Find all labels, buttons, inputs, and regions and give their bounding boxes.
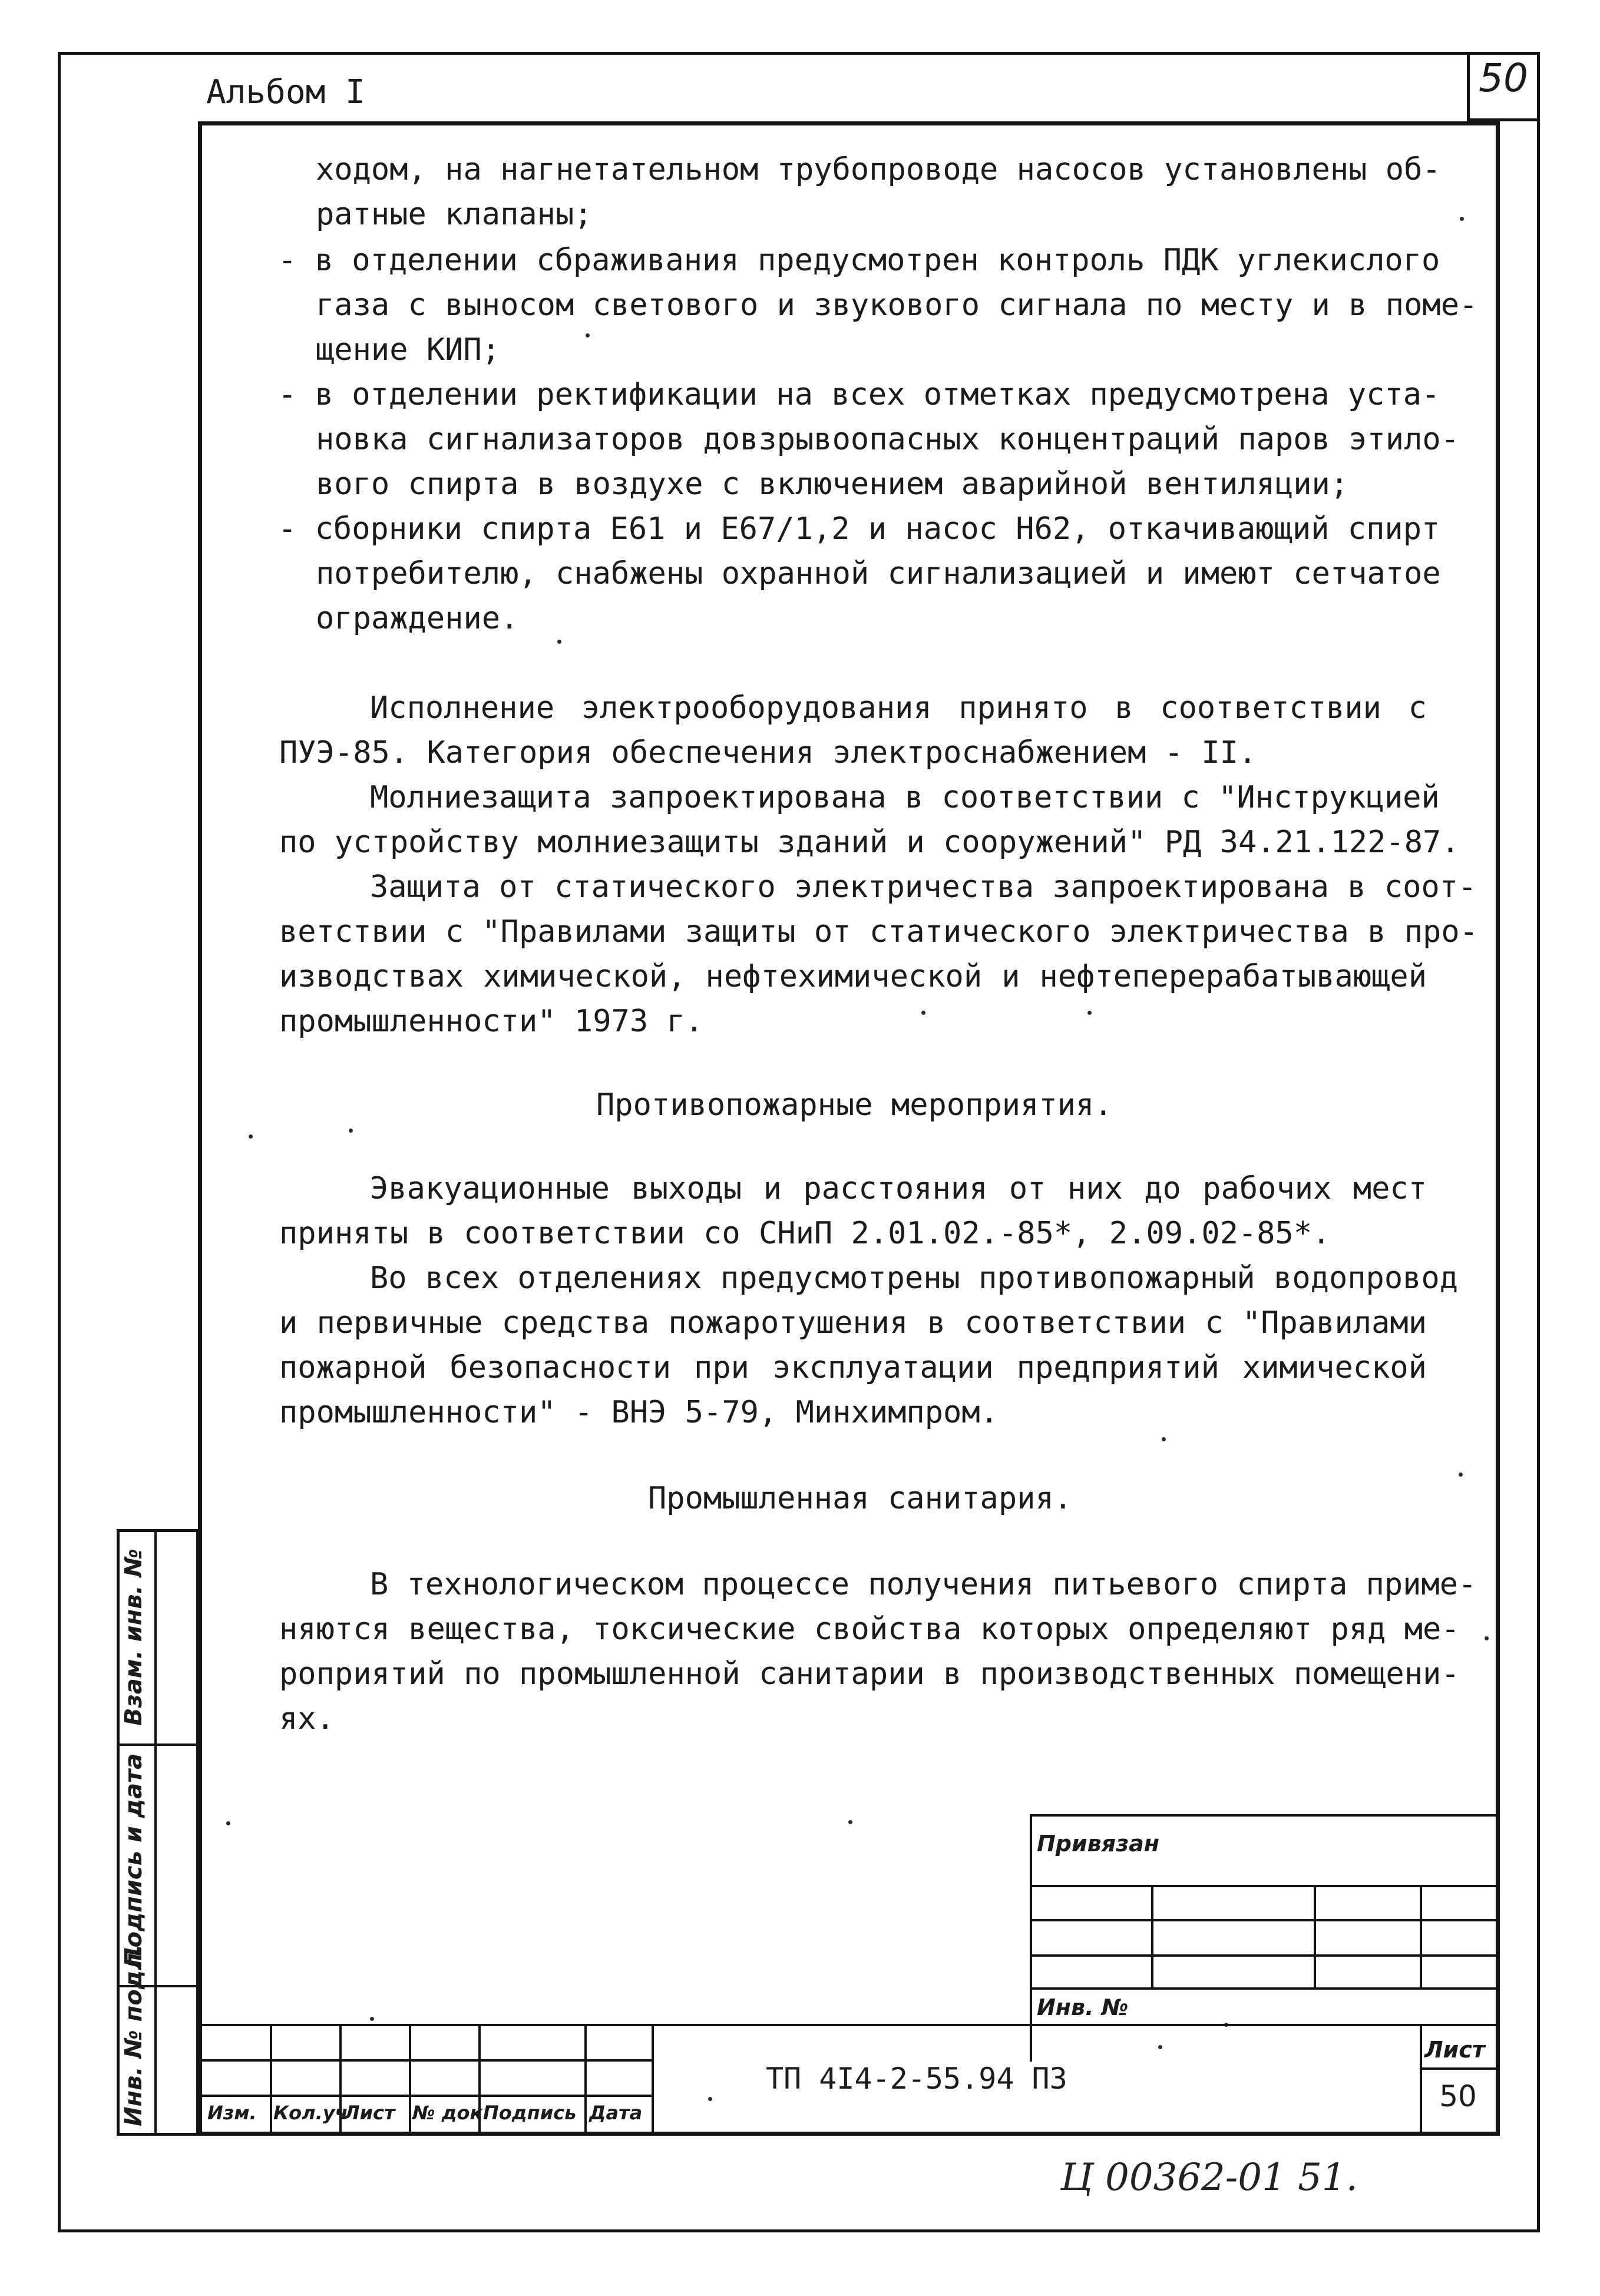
album-label: Альбом I bbox=[206, 73, 365, 111]
speck bbox=[557, 640, 561, 644]
speck bbox=[1485, 1636, 1489, 1640]
bullet-line: потребителю, снабжены охранной сигнализацией и имеют сетчатое bbox=[316, 556, 1441, 591]
sheet-label: Лист bbox=[1424, 2037, 1485, 2063]
text-line: ратные клапаны; bbox=[316, 197, 593, 232]
col-doc-no: № док. bbox=[412, 2102, 490, 2124]
bullet-line: газа с выносом светового и звукового сигнала по месту и в поме- bbox=[316, 287, 1478, 323]
speck bbox=[586, 333, 590, 338]
strip-label-inv-orig: Инв. № подл. bbox=[120, 1944, 147, 2126]
document-code: ТП 4I4-2-55.94 ПЗ bbox=[766, 2062, 1067, 2096]
paragraph-line: промышленности" 1973 г. bbox=[279, 1004, 704, 1039]
col-count: Кол.уч bbox=[273, 2102, 348, 2124]
speck bbox=[708, 2097, 712, 2101]
speck bbox=[1460, 217, 1464, 221]
bound-box-col bbox=[1420, 1885, 1422, 1989]
speck bbox=[370, 2017, 374, 2021]
section-heading: Противопожарные мероприятия. bbox=[596, 1087, 1113, 1123]
paragraph-line: приняты в соответствии со СНиП 2.01.02.-85*, 2.09.02-85*. bbox=[279, 1216, 1331, 1251]
sheet-cell-number: 50 bbox=[1439, 2079, 1477, 2113]
paragraph-line: Эвакуационные выходы и расстояния от них до рабочих мест bbox=[370, 1171, 1427, 1206]
bound-box-col bbox=[1314, 1885, 1316, 1989]
col-signature: Подпись bbox=[483, 2102, 577, 2124]
speck bbox=[1087, 1011, 1092, 1015]
bullet-line: вого спирта в воздухе с включением аварийной вентиляции; bbox=[316, 467, 1349, 502]
paragraph-line: роприятий по промышленной санитарии в производственных помещени- bbox=[279, 1656, 1460, 1692]
col-change: Изм. bbox=[207, 2102, 257, 2124]
bullet-line: новка сигнализаторов довзрывоопасных концентраций паров этило- bbox=[316, 422, 1460, 457]
inv-label: Инв. № bbox=[1037, 1994, 1129, 2020]
title-block-row bbox=[198, 2059, 652, 2062]
paragraph-line: Защита от статического электричества запроектирована в соот- bbox=[370, 869, 1477, 905]
speck bbox=[921, 1011, 925, 1015]
bullet-line: ограждение. bbox=[316, 601, 519, 636]
bullet-line: щение КИП; bbox=[316, 332, 501, 368]
paragraph-line: Молниезащита запроектирована в соответствии с "Инструкцией bbox=[370, 780, 1440, 815]
strip-label-replaced-inv: Взам. инв. № bbox=[120, 1549, 147, 1726]
sheet-number: 50 bbox=[1479, 55, 1528, 101]
title-block-top bbox=[198, 2024, 1500, 2026]
title-block-col bbox=[1420, 2024, 1422, 2136]
bound-box-row bbox=[1030, 1954, 1496, 1957]
strip-label-signature-date: Подпись и дата bbox=[120, 1753, 147, 1967]
paragraph-line: по устройству молниезащиты зданий и сооружений" РД 34.21.122-87. bbox=[279, 825, 1460, 860]
bound-box-row bbox=[1030, 1919, 1496, 1921]
speck bbox=[1459, 1473, 1463, 1477]
bound-label: Привязан bbox=[1037, 1831, 1160, 1857]
paragraph-line: ПУЭ-85. Категория обеспечения электроснабжением - II. bbox=[279, 735, 1257, 770]
paragraph-line: пожарной безопасности при эксплуатации предприятий химической bbox=[279, 1350, 1427, 1385]
strip-divider bbox=[117, 1743, 199, 1746]
paragraph-line: В технологическом процессе получения питьевого спирта приме- bbox=[370, 1567, 1477, 1602]
bound-box-row bbox=[1030, 1885, 1496, 1887]
bullet-line: - в отделении сбраживания предусмотрен контроль ПДК углекислого bbox=[278, 243, 1440, 278]
text-line: ходом, на нагнетательном трубопроводе насосов установлены об- bbox=[316, 152, 1441, 187]
col-date: Дата bbox=[589, 2102, 643, 2124]
speck bbox=[349, 1129, 353, 1133]
paragraph-line: няются вещества, токсические свойства которых определяют ряд ме- bbox=[279, 1612, 1460, 1647]
speck bbox=[1158, 2045, 1162, 2049]
paragraph-line: и первичные средства пожаротушения в соответствии с "Правилами bbox=[279, 1305, 1427, 1341]
paragraph-line: ветствии с "Правилами защиты от статического электричества в про- bbox=[279, 914, 1478, 950]
title-block-col bbox=[270, 2024, 272, 2136]
speck bbox=[249, 1134, 253, 1139]
speck bbox=[1162, 1437, 1166, 1441]
section-heading: Промышленная санитария. bbox=[648, 1481, 1073, 1516]
title-block-col bbox=[584, 2024, 587, 2136]
handwritten-note: Ц 00362-01 51. bbox=[1060, 2156, 1358, 2199]
title-block-col bbox=[409, 2024, 411, 2136]
bound-box-edge bbox=[1030, 1814, 1496, 1817]
paragraph-line: промышленности" - ВНЭ 5-79, Минхимпром. bbox=[279, 1395, 999, 1430]
strip-divider bbox=[154, 1529, 157, 2136]
bullet-line: - в отделении ректификации на всех отметках предусмотрена уста- bbox=[278, 377, 1440, 412]
paragraph-line: Исполнение электрооборудования принято в соответствии с bbox=[370, 690, 1427, 726]
col-sheet: Лист bbox=[344, 2102, 395, 2124]
paragraph-line: ях. bbox=[279, 1701, 335, 1736]
bound-box-col bbox=[1151, 1885, 1153, 1989]
speck bbox=[848, 1820, 852, 1824]
bullet-line: - сборники спирта Е61 и Е67/1,2 и насос Н62, откачивающий спирт bbox=[278, 511, 1440, 547]
paragraph-line: Во всех отделениях предусмотрены противопожарный водопровод bbox=[370, 1261, 1459, 1296]
sheet-cell-row bbox=[1420, 2067, 1500, 2070]
title-block-col bbox=[652, 2024, 654, 2136]
speck bbox=[226, 1821, 230, 1825]
paragraph-line: изводствах химической, нефтехимической и нефтеперерабатывающей bbox=[279, 959, 1427, 994]
title-block-row bbox=[198, 2095, 652, 2097]
bound-box-row bbox=[1030, 1987, 1496, 1990]
